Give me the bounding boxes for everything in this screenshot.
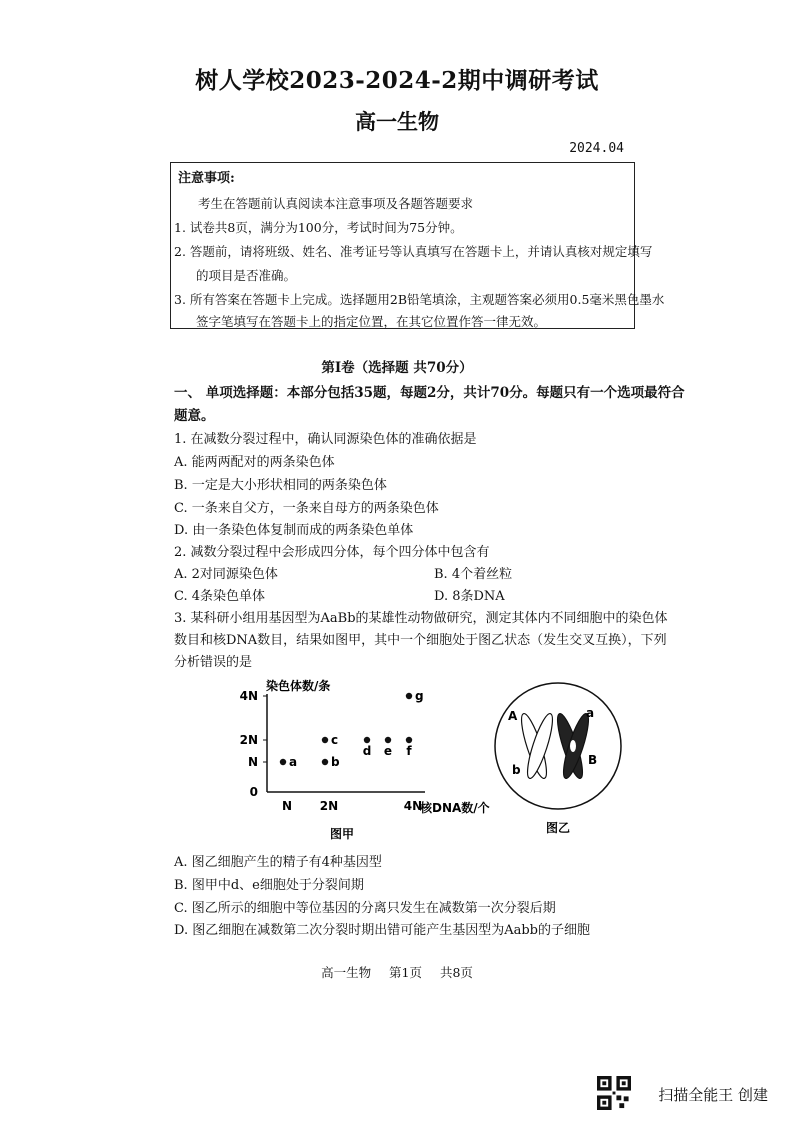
notice-line: 2. 答题前，请将班级、姓名、准考证号等认真填写在答题卡上，并请认真核对规定填写 bbox=[174, 244, 653, 259]
question-stem: 数目和核DNA数目，结果如图甲，其中一个细胞处于图乙状态（发生交叉互换），下列 bbox=[174, 633, 667, 648]
question-option: C. 图乙所示的细胞中等位基因的分离只发生在减数第一次分裂后期 bbox=[174, 901, 556, 916]
question-option: B. 一定是大小形状相同的两条染色体 bbox=[174, 478, 387, 493]
data-point-d bbox=[364, 737, 370, 743]
data-point-label: f bbox=[406, 744, 412, 758]
page-footer: 高一生物 第1页 共8页 bbox=[321, 965, 473, 980]
figure-yi-cell bbox=[490, 680, 630, 840]
question-option: C. 4条染色单体 bbox=[174, 589, 266, 604]
gene-label: a bbox=[586, 706, 595, 720]
question-stem: 1. 在减数分裂过程中，确认同源染色体的准确依据是 bbox=[174, 432, 477, 447]
question-option: D. 图乙细胞在减数第二次分裂时期出错可能产生基因型为Aabb的子细胞 bbox=[174, 923, 591, 938]
section-heading: 第Ⅰ卷（选择题 共70分） bbox=[321, 360, 473, 376]
question-stem: 3. 某科研小组用基因型为AaBb的某雄性动物做研究，测定其体内不同细胞中的染色体 bbox=[174, 611, 668, 626]
question-option: A. 能两两配对的两条染色体 bbox=[174, 455, 335, 470]
notice-line: 签字笔填写在答题卡上的指定位置，在其它位置作答一律无效。 bbox=[196, 314, 547, 329]
question-option: B. 4个着丝粒 bbox=[434, 567, 513, 582]
data-point-label: g bbox=[415, 689, 424, 703]
question-option: D. 由一条染色体复制而成的两条染色单体 bbox=[174, 523, 414, 538]
chromosome-pair-left bbox=[517, 712, 557, 781]
question-option: D. 8条DNA bbox=[434, 589, 505, 604]
section-instruction: 题意。 bbox=[174, 408, 215, 424]
question-option: A. 2对同源染色体 bbox=[174, 567, 278, 582]
data-point-label: e bbox=[383, 744, 393, 758]
exam-date: 2024.04 bbox=[569, 141, 624, 156]
gene-label: b bbox=[512, 763, 521, 777]
x-tick-label: 2N bbox=[319, 799, 339, 813]
gene-label: A bbox=[508, 709, 518, 723]
gene-label: B bbox=[588, 753, 598, 767]
data-point-e bbox=[385, 737, 391, 743]
data-point-label: b bbox=[331, 755, 340, 769]
data-point-label: d bbox=[362, 744, 372, 758]
notice-line: 考生在答题前认真阅读本注意事项及各题答题要求 bbox=[198, 196, 474, 211]
notice-line: 3. 所有答案在答题卡上完成。选择题用2B铅笔填涂，主观题答案必须用0.5毫米黑色墨水 bbox=[174, 292, 665, 307]
question-stem: 2. 减数分裂过程中会形成四分体，每个四分体中包含有 bbox=[174, 545, 490, 560]
exam-title: 树人学校2023-2024-2期中调研考试 bbox=[195, 67, 599, 94]
x-tick-label: 4N bbox=[403, 799, 423, 813]
question-option: B. 图甲中d、e细胞处于分裂间期 bbox=[174, 878, 364, 893]
chromosome-pair-right bbox=[553, 712, 593, 781]
cell-membrane bbox=[495, 683, 621, 809]
y-tick-label: N bbox=[247, 755, 258, 769]
section-instruction: 一、 单项选择题：本部分包括35题，每题2分，共计70分。每题只有一个选项最符合 bbox=[174, 385, 685, 401]
notice-line: 1. 试卷共8页，满分为100分，考试时间为75分钟。 bbox=[174, 220, 463, 235]
figure-jia-caption: 图甲 bbox=[329, 827, 355, 841]
notice-line: 的项目是否准确。 bbox=[196, 268, 297, 283]
data-point-f bbox=[406, 737, 412, 743]
question-option: A. 图乙细胞产生的精子有4种基因型 bbox=[174, 855, 382, 870]
y-tick-label: 0 bbox=[249, 785, 258, 799]
data-point-a bbox=[280, 759, 286, 765]
notice-heading: 注意事项: bbox=[178, 171, 235, 186]
x-tick-label: N bbox=[281, 799, 293, 813]
figure-jia-x-title: 核DNA数/个 bbox=[420, 801, 490, 815]
y-tick-label: 4N bbox=[239, 689, 258, 703]
data-point-label: a bbox=[289, 755, 298, 769]
data-point-g bbox=[406, 693, 412, 699]
figure-jia-graph bbox=[230, 670, 500, 845]
exam-subject: 高一生物 bbox=[355, 109, 439, 134]
figure-yi-caption: 图乙 bbox=[545, 821, 571, 835]
data-point-b bbox=[322, 759, 328, 765]
qr-code-icon bbox=[597, 1076, 631, 1110]
question-option: C. 一条来自父方，一条来自母方的两条染色体 bbox=[174, 501, 439, 516]
y-tick-label: 2N bbox=[239, 733, 258, 747]
data-point-c bbox=[322, 737, 328, 743]
question-stem: 分析错误的是 bbox=[174, 655, 253, 670]
scanner-watermark: 扫描全能王 创建 bbox=[658, 1086, 768, 1104]
figure-jia-y-title: 染色体数/条 bbox=[266, 679, 331, 693]
data-point-label: c bbox=[331, 733, 339, 747]
